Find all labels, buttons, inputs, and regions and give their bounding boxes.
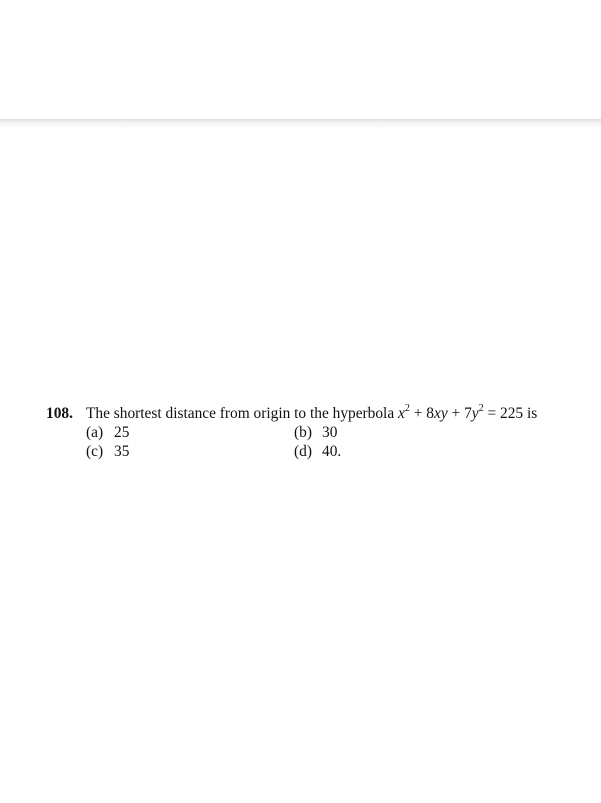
option-label: (b) <box>294 424 312 441</box>
hyperbola-equation <box>398 402 524 422</box>
option-value: 30 <box>322 424 338 441</box>
option-value: 25 <box>114 424 130 441</box>
option-label: (a) <box>86 424 104 441</box>
option-b[interactable] <box>294 423 502 442</box>
eq-equals: = <box>487 405 497 422</box>
eq-rhs: 225 <box>500 405 524 422</box>
options-row <box>86 423 586 442</box>
answer-options <box>86 423 586 461</box>
eq-op1: + <box>413 405 423 422</box>
question-tail: is <box>526 405 538 422</box>
question-text: The shortest distance from origin to the hyperbola <box>86 405 395 422</box>
question-number: 108. <box>46 405 73 422</box>
eq-term1-var: x <box>398 405 405 422</box>
option-value: 40. <box>322 443 342 460</box>
question-stem <box>46 404 598 423</box>
option-c[interactable] <box>86 442 294 461</box>
options-row <box>86 442 586 461</box>
question-block <box>46 404 598 461</box>
option-label: (c) <box>86 443 104 460</box>
eq-term2-vars: xy <box>433 405 448 422</box>
option-label: (d) <box>294 443 312 460</box>
eq-op2: + <box>451 405 461 422</box>
eq-term1-exp: 2 <box>404 402 410 414</box>
eq-term3-coef: 7 <box>464 405 472 422</box>
option-value: 35 <box>114 443 130 460</box>
eq-term3-exp: 2 <box>478 402 484 414</box>
option-a[interactable] <box>86 423 294 442</box>
eq-term3-var: y <box>471 405 479 422</box>
option-d[interactable] <box>294 442 502 461</box>
top-divider <box>0 119 601 129</box>
eq-term2-coef: 8 <box>426 405 434 422</box>
